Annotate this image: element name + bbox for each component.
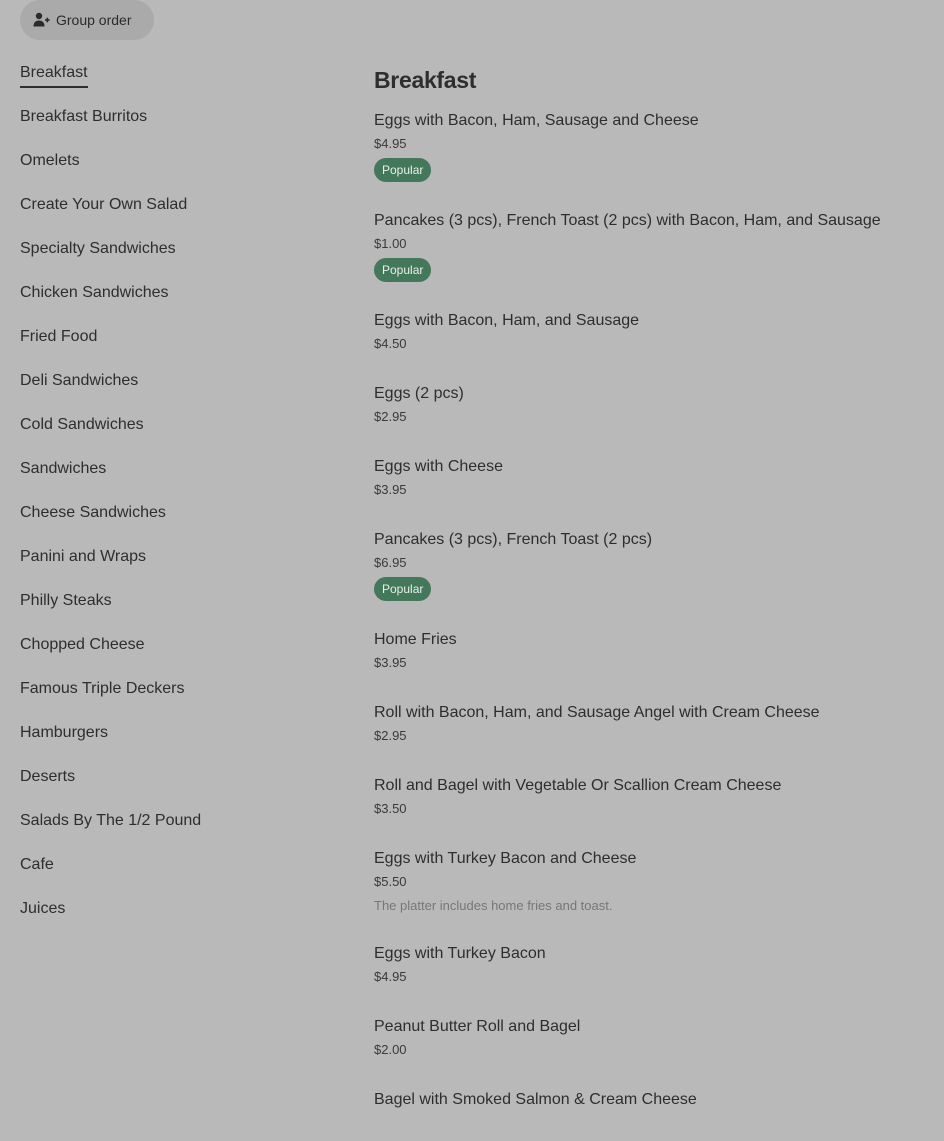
sidebar-item-famous-triple-deckers[interactable] [20,674,320,718]
menu-item-name: Eggs with Turkey Bacon and Cheese [374,850,637,867]
menu-item-price: $5.50 [374,874,407,889]
sidebar-item-label: Salads By The 1/2 Pound [20,812,202,829]
popular-badge: Popular [374,158,431,182]
menu-item-name: Home Fries [374,631,457,648]
sidebar-item-label: Breakfast Burritos [20,108,148,125]
sidebar-item-fried-food[interactable] [20,322,320,366]
menu-item[interactable] [374,1089,934,1111]
popular-badge: Popular [374,258,431,282]
menu-item-name: Peanut Butter Roll and Bagel [374,1018,581,1035]
menu-item-name: Roll with Bacon, Ham, and Sausage Angel with Cream Cheese [374,704,820,721]
menu-item[interactable] [374,629,934,672]
sidebar-item-label: Chicken Sandwiches [20,284,169,301]
menu-item[interactable] [374,383,934,426]
sidebar-item-label: Cheese Sandwiches [20,504,166,521]
menu-item-price: $6.95 [374,555,407,570]
menu-item-price: $3.95 [374,482,407,497]
menu-item-price: $2.00 [374,1042,407,1057]
sidebar-item-breakfast-burritos[interactable] [20,102,320,146]
sidebar-item-label: Juices [20,900,66,917]
menu-item-price: $4.95 [374,969,407,984]
menu-item[interactable] [374,110,934,182]
sidebar-item-label: Deli Sandwiches [20,372,139,389]
sidebar-item-label: Omelets [20,152,80,169]
group-order-button[interactable] [20,0,154,40]
menu-item-name: Eggs with Bacon, Ham, and Sausage [374,312,640,329]
sidebar-item-label: Chopped Cheese [20,636,145,653]
sidebar-item-hamburgers[interactable] [20,718,320,762]
menu-item[interactable] [374,702,934,745]
popular-badge: Popular [374,577,431,601]
sidebar-item-juices[interactable] [20,894,320,938]
menu-item-price: $3.95 [374,655,407,670]
menu-item[interactable] [374,1016,934,1059]
sidebar-item-label: Create Your Own Salad [20,196,188,213]
menu-item[interactable] [374,210,934,282]
menu-item-name: Pancakes (3 pcs), French Toast (2 pcs) [374,531,653,548]
menu-item-name: Bagel with Smoked Salmon & Cream Cheese [374,1091,697,1108]
sidebar-item-label: Deserts [20,768,76,785]
menu-item[interactable] [374,529,934,601]
sidebar-item-label: Hamburgers [20,724,109,741]
menu-item[interactable] [374,775,934,818]
group-order-label: Group order [56,12,132,28]
menu-item-name: Eggs with Bacon, Ham, Sausage and Cheese [374,112,699,129]
sidebar-item-chopped-cheese[interactable] [20,630,320,674]
category-sidebar [20,58,320,938]
menu-item-name: Roll and Bagel with Vegetable Or Scallion Cream Cheese [374,777,782,794]
section-title: Breakfast [374,67,477,93]
menu-list [374,110,934,1111]
sidebar-item-cafe[interactable] [20,850,320,894]
menu-item-price: $2.95 [374,728,407,743]
sidebar-item-label: Philly Steaks [20,592,112,609]
sidebar-item-label: Famous Triple Deckers [20,680,185,697]
sidebar-item-label: Fried Food [20,328,98,345]
menu-item-price: $2.95 [374,409,407,424]
menu-item-price: $4.95 [374,136,407,151]
sidebar-item-label: Specialty Sandwiches [20,240,176,257]
menu-item-description: The platter includes home fries and toast. [374,898,613,913]
sidebar-item-deserts[interactable] [20,762,320,806]
sidebar-item-cold-sandwiches[interactable] [20,410,320,454]
sidebar-item-label: Breakfast [20,60,88,88]
sidebar-item-sandwiches[interactable] [20,454,320,498]
sidebar-item-label: Sandwiches [20,460,107,477]
sidebar-item-breakfast[interactable] [20,58,320,102]
menu-item-price: $4.50 [374,336,407,351]
sidebar-item-deli-sandwiches[interactable] [20,366,320,410]
menu-item-price: $3.50 [374,801,407,816]
sidebar-item-salads-by-the-1-2-pound[interactable] [20,806,320,850]
sidebar-item-label: Panini and Wraps [20,548,146,565]
menu-item[interactable] [374,848,934,915]
sidebar-item-label: Cafe [20,856,54,873]
sidebar-item-omelets[interactable] [20,146,320,190]
menu-item-name: Eggs with Turkey Bacon [374,945,546,962]
sidebar-item-chicken-sandwiches[interactable] [20,278,320,322]
menu-item[interactable] [374,943,934,986]
menu-item-price: $1.00 [374,236,407,251]
menu-item[interactable] [374,456,934,499]
sidebar-item-cheese-sandwiches[interactable] [20,498,320,542]
sidebar-item-label: Cold Sandwiches [20,416,144,433]
menu-item-name: Pancakes (3 pcs), French Toast (2 pcs) with Bacon, Ham, and Sausage [374,212,881,229]
menu-item-name: Eggs (2 pcs) [374,385,464,402]
sidebar-item-philly-steaks[interactable] [20,586,320,630]
menu-item-name: Eggs with Cheese [374,458,503,475]
sidebar-item-create-your-own-salad[interactable] [20,190,320,234]
menu-item[interactable] [374,310,934,353]
sidebar-item-specialty-sandwiches[interactable] [20,234,320,278]
menu-main [374,64,934,1141]
sidebar-item-panini-and-wraps[interactable] [20,542,320,586]
person-add-icon [32,11,50,29]
